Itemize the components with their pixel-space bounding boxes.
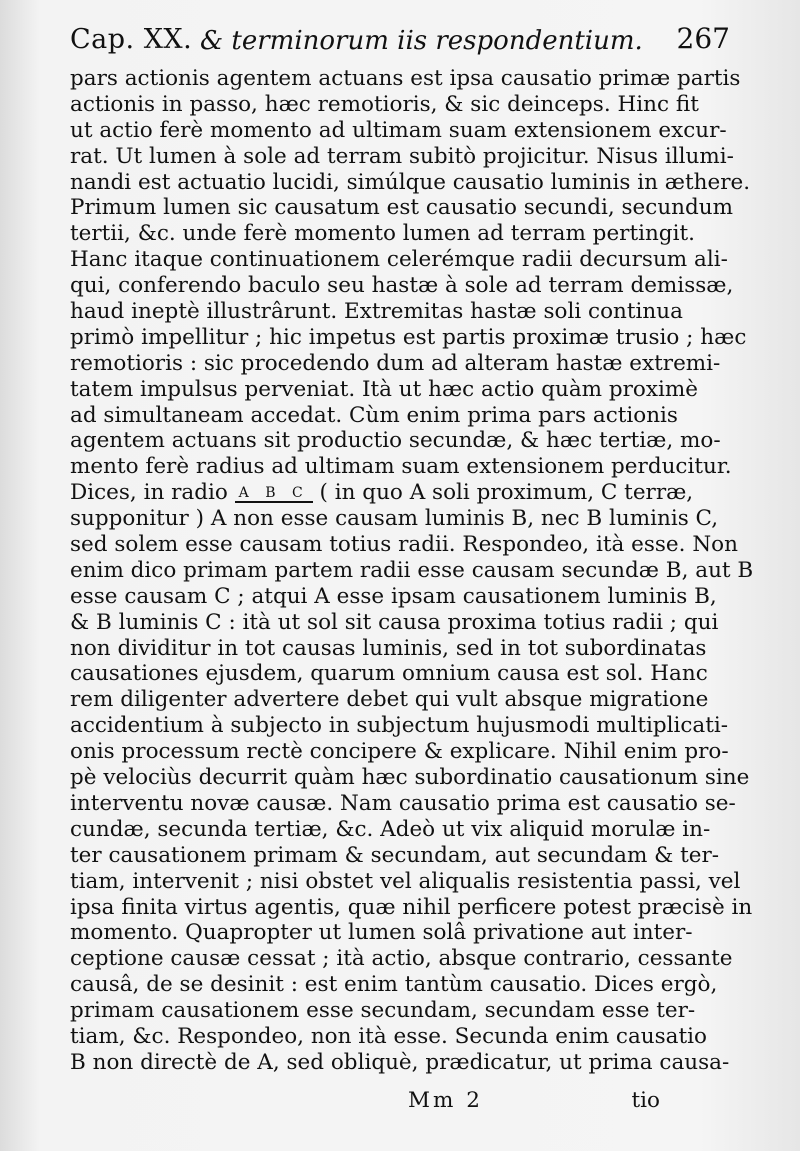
diagram-line-after: ( in quo A soli proximum, C terræ, xyxy=(319,480,694,506)
text-line: qui, conferendo baculo seu hastæ à sole ad terram demissæ, xyxy=(70,273,734,299)
text-line: mento ferè radius ad ultimam suam extensionem perducitur. xyxy=(70,454,732,480)
text-line: Hanc itaque continuationem celerémque radii decursum ali- xyxy=(70,247,728,273)
text-line: nandi est actuatio lucidi, simúlque causatio luminis in æthere. xyxy=(70,169,751,195)
text-line: supponitur ) A non esse causam luminis B, nec B luminis C, xyxy=(70,506,719,532)
text-line: pars actionis agentem actuans est ipsa causatio primæ partis xyxy=(70,66,741,91)
text-line: actionis in passo, hæc remotioris, & sic deinceps. Hinc fit xyxy=(70,91,699,117)
text-line: rat. Ut lumen à sole ad terram subitò projicitur. Nisus illumi- xyxy=(70,143,734,169)
text-line: non dividitur in tot causas luminis, sed in tot subordinatas xyxy=(70,635,707,661)
text-line: onis processum rectè concipere & explicare. Nihil enim pro- xyxy=(70,739,729,765)
text-line: sed solem esse causam totius radii. Respondeo, ità esse. Non xyxy=(70,532,738,558)
catchword: tio xyxy=(631,1088,660,1113)
text-line: Primum lumen sic causatum est causatio secundi, secundum xyxy=(70,195,734,221)
text-line: cundæ, secunda tertiæ, &c. Adeò ut vix aliquid morulæ in- xyxy=(70,816,711,842)
page-header xyxy=(70,18,730,62)
text-line: tertii, &c. unde ferè momento lumen ad terram pertingit. xyxy=(70,221,695,247)
running-head-chapter: Cap. XX. xyxy=(70,24,193,55)
text-line: & B luminis C : ità ut sol sit causa proxima totius radii ; qui xyxy=(70,609,719,635)
text-line: accidentium à subjecto in subjectum hujusmodi multiplicati- xyxy=(70,713,729,739)
text-line: B non directè de A, sed obliquè, prædicatur, ut prima causa- xyxy=(70,1049,730,1075)
text-line: primam causationem esse secundam, secundam esse ter- xyxy=(70,998,696,1024)
diagram-line-before: Dices, in radio xyxy=(70,480,228,506)
text-line: causationes ejusdem, quarum omnium causa est sol. Hanc xyxy=(70,661,708,687)
running-head-title: & terminorum iis respondentium. xyxy=(200,26,643,56)
signature-mark: Mm 2 xyxy=(408,1088,483,1113)
text-line: tiam, intervenit ; nisi obstet vel aliqualis resistentia passi, vel xyxy=(70,868,741,894)
text-line: causâ, de se desinit : est enim tantùm causatio. Dices ergò, xyxy=(70,972,718,998)
radius-diagram: A B C xyxy=(235,485,313,503)
text-line: interventu novæ causæ. Nam causatio prima est causatio se- xyxy=(70,790,736,816)
text-line: esse causam C ; atqui A esse ipsam causationem luminis B, xyxy=(70,583,717,609)
text-line: ter causationem primam & secundam, aut secundam & ter- xyxy=(70,842,720,868)
text-line: remotioris : sic procedendo dum ad alteram hastæ extremi- xyxy=(70,350,721,376)
page-footer xyxy=(70,1088,660,1118)
text-line: tatem impulsus perveniat. Ità ut hæc actio quàm proximè xyxy=(70,376,698,402)
text-line: pè velociùs decurrit quàm hæc subordinatio causationum sine xyxy=(70,765,750,791)
text-line: rem diligenter advertere debet qui vult absque migratione xyxy=(70,687,709,713)
text-line: ipsa finita virtus agentis, quæ nihil perficere potest præcisè in xyxy=(70,894,753,920)
text-line-diagram xyxy=(70,480,694,506)
page-number: 267 xyxy=(676,22,730,55)
body-text xyxy=(70,66,754,1076)
text-line: ut actio ferè momento ad ultimam suam extensionem excur- xyxy=(70,117,727,143)
text-line: tiam, &c. Respondeo, non ità esse. Secunda enim causatio xyxy=(70,1023,707,1049)
text-line: ceptione causæ cessat ; ità actio, absque contrario, cessante xyxy=(70,946,733,972)
text-line: haud ineptè illustrârunt. Extremitas hastæ soli continua xyxy=(70,299,683,325)
text-line: ad simultaneam accedat. Cùm enim prima pars actionis xyxy=(70,402,678,428)
text-line: primò impellitur ; hic impetus est partis proximæ trusio ; hæc xyxy=(70,324,747,350)
text-line: enim dico primam partem radii esse causam secundæ B, aut B xyxy=(70,557,754,583)
text-line: agentem actuans sit productio secundæ, & hæc tertiæ, mo- xyxy=(70,428,721,454)
text-line: momento. Quapropter ut lumen solâ privatione aut inter- xyxy=(70,920,693,946)
